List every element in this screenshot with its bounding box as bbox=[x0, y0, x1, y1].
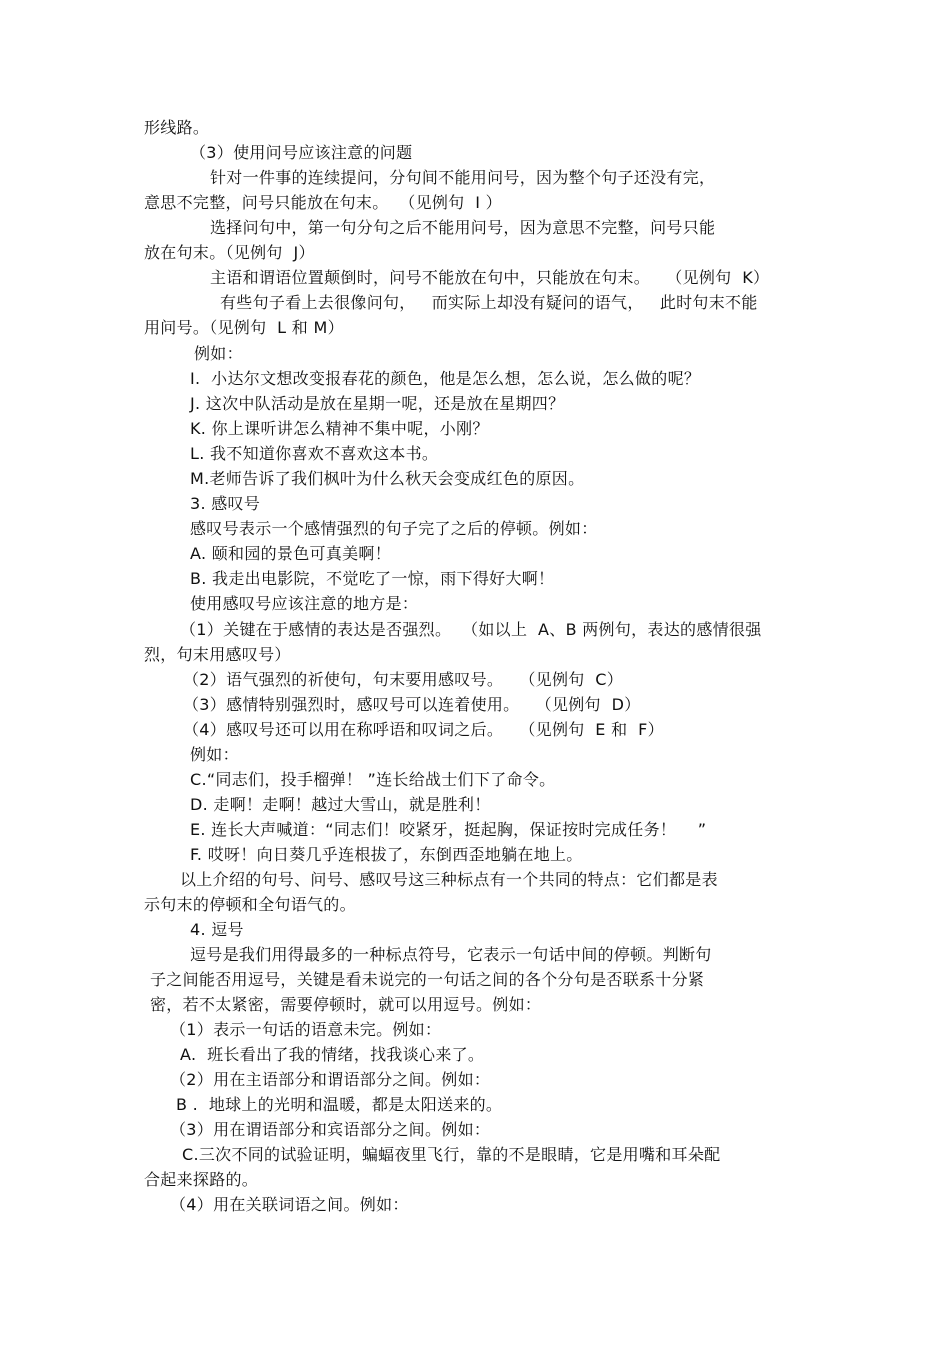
text-line: （4）感叹号还可以用在称呼语和叹词之后。 （见例句 E 和 F） bbox=[183, 720, 664, 739]
text-line: F. 哎呀！向日葵几乎连根拔了，东倒西歪地躺在地上。 bbox=[190, 845, 583, 864]
text-line: 子之间能否用逗号，关键是看未说完的一句话之间的各个分句是否联系十分紧 bbox=[150, 970, 705, 989]
text-line: L. 我不知道你喜欢不喜欢这本书。 bbox=[190, 444, 439, 463]
text-line: B . 地球上的光明和温暖，都是太阳送来的。 bbox=[176, 1095, 503, 1114]
text-line: C.“同志们，投手榴弹！ ”连长给战士们下了命令。 bbox=[190, 770, 556, 789]
text-line: 感叹号表示一个感情强烈的句子完了之后的停顿。例如： bbox=[190, 519, 598, 538]
text-line: 针对一件事的连续提问，分句间不能用问号，因为整个句子还没有完， bbox=[210, 168, 716, 187]
text-line: 合起来探路的。 bbox=[144, 1170, 259, 1189]
text-line: 有些句子看上去很像问句， 而实际上却没有疑问的语气， 此时句末不能 bbox=[220, 293, 758, 312]
text-line: K. 你上课听讲怎么精神不集中呢，小刚？ bbox=[190, 419, 489, 438]
text-line: A. 颐和园的景色可真美啊！ bbox=[190, 544, 392, 563]
text-line: 例如： bbox=[194, 344, 243, 363]
text-line: （3）使用问号应该注意的问题 bbox=[190, 143, 413, 162]
text-line: 使用感叹号应该注意的地方是： bbox=[190, 594, 419, 613]
text-line: （1）关键在于感情的表达是否强烈。 （如以上 A、B 两例句，表达的感情很强 bbox=[180, 620, 762, 639]
section-heading: 3. 感叹号 bbox=[190, 494, 261, 513]
text-line: M.老师告诉了我们枫叶为什么秋天会变成红色的原因。 bbox=[190, 469, 585, 488]
text-line: J. 这次中队活动是放在星期一呢，还是放在星期四？ bbox=[190, 394, 565, 413]
text-line: 选择问句中，第一句分句之后不能用问号，因为意思不完整，问号只能 bbox=[210, 218, 716, 237]
text-line: B. 我走出电影院，不觉吃了一惊，雨下得好大啊！ bbox=[190, 569, 555, 588]
text-line: 示句末的停顿和全句语气的。 bbox=[144, 895, 356, 914]
text-line: （2）语气强烈的祈使句，句末要用感叹号。 （见例句 C） bbox=[183, 670, 624, 689]
text-line: 意思不完整，问号只能放在句末。 （见例句 I ） bbox=[144, 193, 502, 212]
text-line: 放在句末。（见例句 J） bbox=[144, 243, 315, 262]
text-line: C.三次不同的试验证明，蝙蝠夜里飞行，靠的不是眼睛，它是用嘴和耳朵配 bbox=[182, 1145, 721, 1164]
text-line: 密，若不太紧密，需要停顿时，就可以用逗号。例如： bbox=[150, 995, 542, 1014]
text-line: 形线路。 bbox=[144, 118, 210, 137]
text-line: I. 小达尔文想改变报春花的颜色，他是怎么想，怎么说，怎么做的呢？ bbox=[190, 369, 701, 388]
text-line: 例如： bbox=[190, 745, 239, 764]
text-line: （3）感情特别强烈时，感叹号可以连着使用。 （见例句 D） bbox=[183, 695, 641, 714]
text-line: 用问号。（见例句 L 和 M） bbox=[144, 318, 344, 337]
text-line: E. 连长大声喊道：“同志们！咬紧牙，挺起胸，保证按时完成任务！ ” bbox=[190, 820, 707, 839]
text-line: 以上介绍的句号、问号、感叹号这三种标点有一个共同的特点：它们都是表 bbox=[180, 870, 718, 889]
text-line: 烈，句末用感叹号） bbox=[144, 645, 291, 664]
text-line: （2）用在主语部分和谓语部分之间。例如： bbox=[170, 1070, 491, 1089]
text-line: （4）用在关联词语之间。例如： bbox=[170, 1195, 409, 1214]
text-line: A. 班长看出了我的情绪，找我谈心来了。 bbox=[180, 1045, 485, 1064]
text-line: （3）用在谓语部分和宾语部分之间。例如： bbox=[170, 1120, 491, 1139]
text-line: 逗号是我们用得最多的一种标点符号，它表示一句话中间的停顿。判断句 bbox=[190, 945, 712, 964]
text-line: （1）表示一句话的语意未完。例如： bbox=[170, 1020, 442, 1039]
section-heading: 4. 逗号 bbox=[190, 920, 244, 939]
text-line: D. 走啊！走啊！越过大雪山，就是胜利！ bbox=[190, 795, 491, 814]
text-line: 主语和谓语位置颠倒时，问号不能放在句中，只能放在句末。 （见例句 K） bbox=[210, 268, 770, 287]
